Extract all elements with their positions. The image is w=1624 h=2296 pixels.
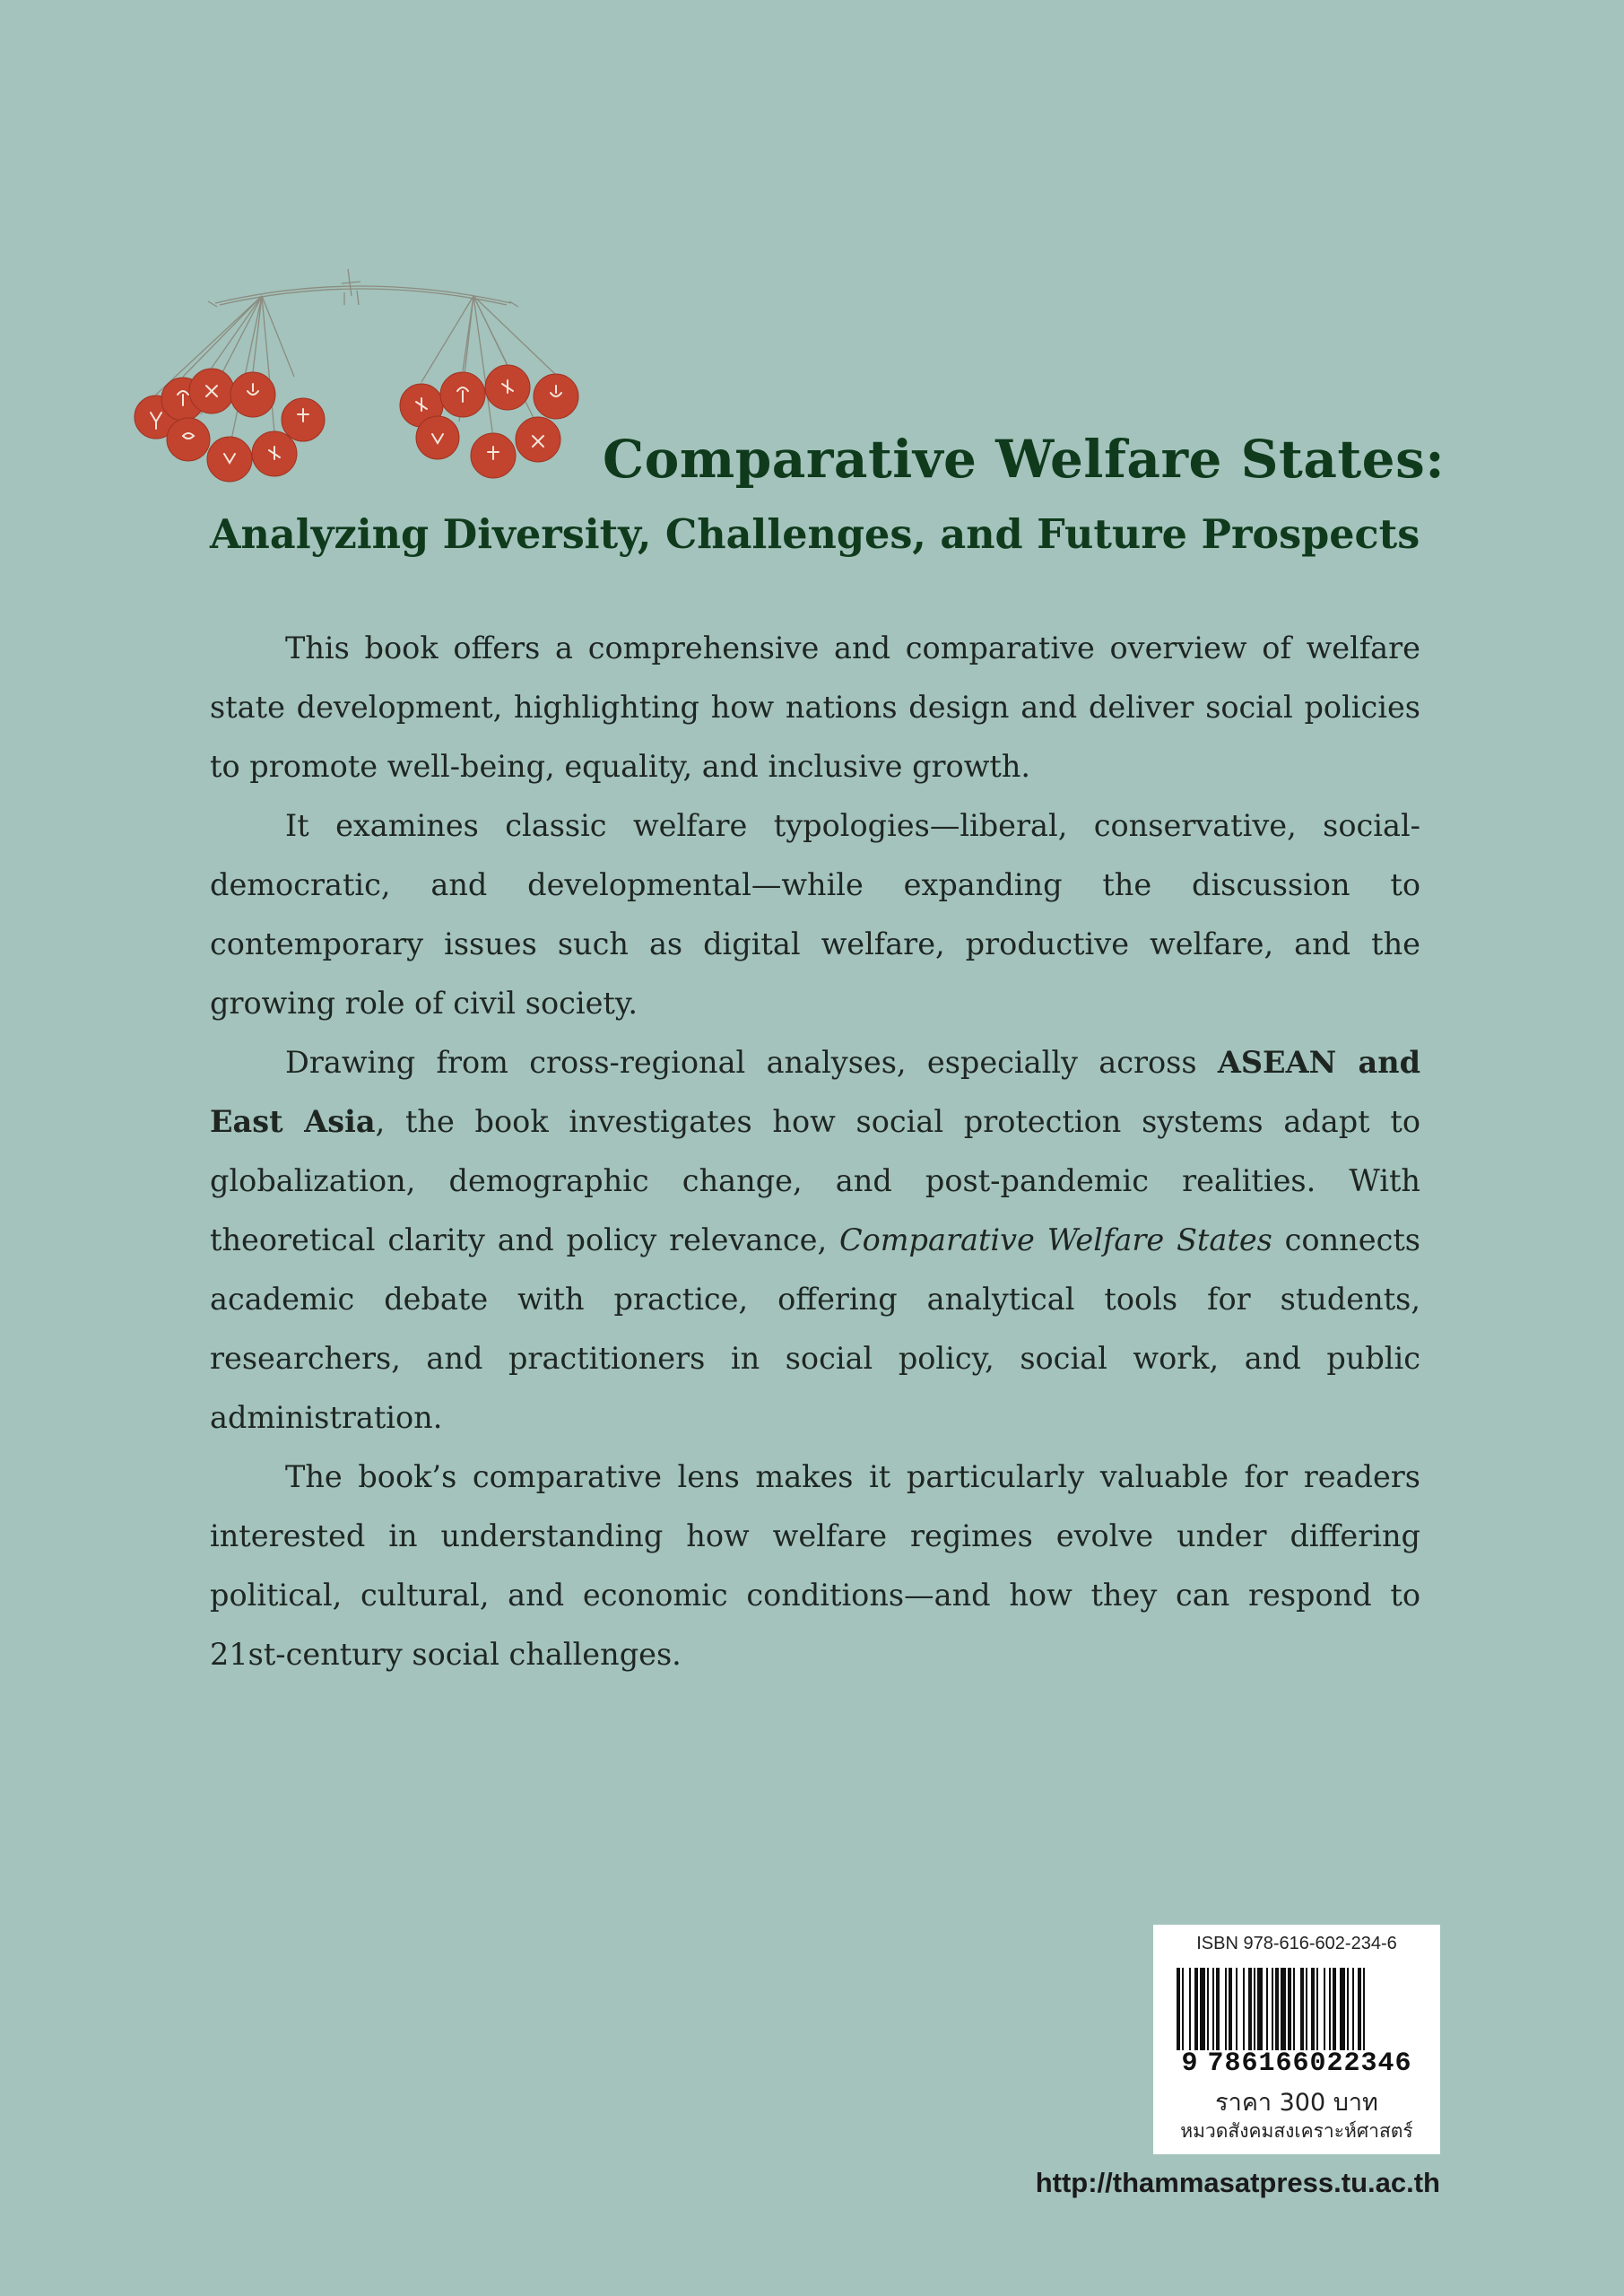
isbn-label: ISBN 978-616-602-234-6: [1196, 1934, 1397, 1953]
isbn-barcode-panel: [1153, 1925, 1440, 2154]
barcode-bar: [1257, 1968, 1263, 2050]
barcode-bar: [1207, 1968, 1209, 2050]
barcode-bar: [1293, 1968, 1295, 2050]
paragraph-run: It examines classic welfare typologies—liberal, conservative, social-democratic, and developmental—while expanding the discussion to contemporary issues such as digital welfare, productive welfare, and the growing role of civil society.: [210, 808, 1420, 1021]
paragraph-run: connects academic debate with practice, offering analytical tools for students, researchers, and practitioners in social policy, social work, and public administration.: [210, 1222, 1420, 1435]
barcode-bar: [1212, 1968, 1214, 2050]
description-paragraph-4: [210, 1448, 1420, 1684]
barcode-bar: [1248, 1968, 1252, 2050]
paragraph-run: ASEAN and East Asia: [210, 1045, 1420, 1139]
barcode-bar: [1216, 1968, 1220, 2050]
barcode-bar: [1272, 1968, 1273, 2050]
barcode-digit-lead: 9: [1181, 2048, 1199, 2079]
barcode-bar: [1333, 1968, 1336, 2050]
barcode-bar: [1324, 1968, 1325, 2050]
description-paragraph-1: [210, 619, 1420, 796]
barcode-bar: [1200, 1968, 1205, 2050]
paragraph-run: Comparative Welfare States: [838, 1222, 1272, 1257]
paragraph-run: This book offers a comprehensive and comparative overview of welfare state development, highlighting how nations design and deliver social policies to promote well-being, equality, and inclusive growth.: [210, 631, 1420, 784]
publisher-url[interactable]: http://thammasatpress.tu.ac.th: [1035, 2167, 1440, 2198]
description: [210, 619, 1420, 1684]
barcode-bar: [1275, 1968, 1279, 2050]
barcode-bar: [1329, 1968, 1331, 2050]
barcode-bar: [1225, 1968, 1227, 2050]
barcode-bar: [1363, 1968, 1365, 2050]
barcode: [1173, 1968, 1420, 2050]
barcode-bar: [1340, 1968, 1345, 2050]
barcode-bar: [1254, 1968, 1255, 2050]
barcode-bar: [1266, 1968, 1268, 2050]
pots-illustration: [126, 260, 592, 493]
barcode-bar: [1182, 1968, 1184, 2050]
paragraph-run: Drawing from cross-regional analyses, especially across: [285, 1045, 1218, 1080]
barcode-bar: [1311, 1968, 1315, 2050]
barcode-bar: [1358, 1968, 1361, 2050]
barcode-bar: [1288, 1968, 1291, 2050]
barcode-bar: [1281, 1968, 1286, 2050]
barcode-digits-right: 022346: [1309, 2048, 1412, 2079]
book-title: Comparative Welfare States:: [603, 429, 1446, 490]
barcode-bar: [1177, 1968, 1180, 2050]
barcode-bar: [1236, 1968, 1238, 2050]
barcode-bar: [1229, 1968, 1232, 2050]
price: ราคา 300 บาท: [1215, 2089, 1378, 2117]
barcode-bar: [1316, 1968, 1318, 2050]
barcode-bar: [1194, 1968, 1198, 2050]
category: หมวดสังคมสงเคราะห์ศาสตร์: [1180, 2120, 1413, 2142]
paragraph-run: The book’s comparative lens makes it particularly valuable for readers interested in understanding how welfare regimes evolve under differing political, cultural, and economic conditions—and how they can respond to 21st-century social challenges.: [210, 1459, 1420, 1672]
barcode-bar: [1189, 1968, 1191, 2050]
book-subtitle: Analyzing Diversity, Challenges, and Future Prospects: [210, 511, 1420, 558]
barcode-bar: [1347, 1968, 1349, 2050]
description-paragraph-2: [210, 796, 1420, 1033]
paragraph-run: , the book investigates how social protection systems adapt to globalization, demographic change, and post-pandemic realities. With theoretical clarity and policy relevance,: [210, 1104, 1420, 1257]
barcode-digits: [1153, 2048, 1440, 2079]
barcode-bar: [1300, 1968, 1304, 2050]
barcode-bar: [1352, 1968, 1354, 2050]
barcode-digits-left: 786166: [1207, 2048, 1310, 2079]
barcode-bar: [1243, 1968, 1245, 2050]
description-paragraph-3: [210, 1033, 1420, 1448]
barcode-bar: [1306, 1968, 1307, 2050]
